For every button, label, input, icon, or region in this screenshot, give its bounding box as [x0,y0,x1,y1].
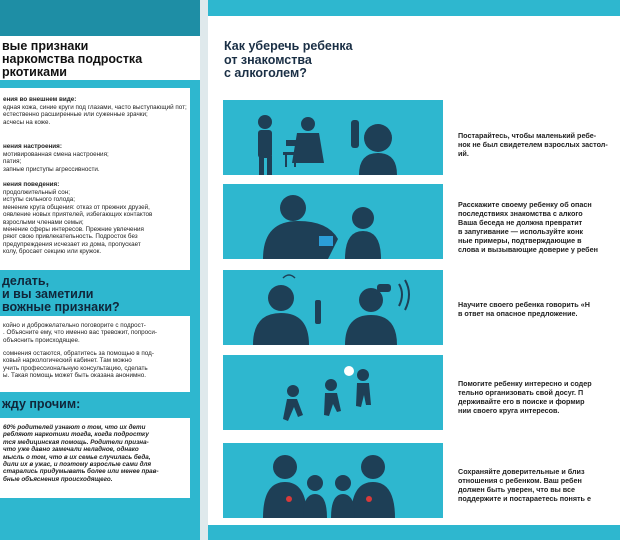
misc-text: 60% родителей узнают о том, что их дети ребляют наркотики тогда, когда подростку тся медицинская помощь. Родители призна- что уже давно замечали неладное, однако мысль о том, что в их семье случилась беда, дили их в ужас, и поэтому взрослые сами для старались придумывать более или менее прав- бные объяснения происходящего. [3,424,159,483]
right-top-band [208,0,620,16]
signs-title: вые признаки наркомства подростка ркотиками [2,39,143,79]
what-to-do-text-2: сомнения остаются, обратитесь за помощью в под- ковый наркологический кабинет. Там можно учить профессиональную консультацию, сделать ы. Такая помощь может быть оказана анонимно. [3,350,154,380]
mood-heading: нения настроения: [3,143,62,150]
illustration-family [223,443,443,518]
misc-title: жду прочим: [2,397,81,411]
advice-text-3: Научите своего ребенка говорить «Н в ответ на опасное предложение. [458,300,590,319]
behavior-text: продолжительный сон; иступы сильного голода; менение круга общения: отказ от прежних друзей, оявление новых приятелей, избегающих контактов взрослыми членами семьи; менение сферы интересов. Прежние увлечения ряют свою привлекательность. Подросток без предупреждения исчезает из дома, пропускает колу, бросает секцию или кружок. [3,189,153,256]
alcohol-title: Как уберечь ребенка от знакомства с алкоголем? [224,39,353,80]
illustration-kids-playing [223,355,443,430]
advice-text-2: Расскажите своему ребенку об опасн последствиях знакомства с алкого Ваша беседа не должна превратит в запугивание — используйте конк ные примеры, подтверждающие в слова и вызывающие доверие у ребен [458,200,598,255]
illustration-adults-drinking [223,100,443,175]
behavior-heading: нения поведения: [3,181,60,188]
illustration-refusal [223,270,443,345]
appearance-text: едная кожа, синие круги под глазами, часто выступающий пот; естественно расширенные или суженные зрачки; асчесы на коже. [3,104,187,126]
what-to-do-title: делать, и вы заметили вожные признаки? [2,274,120,314]
appearance-heading: ения во внешнем виде: [3,96,77,103]
right-bottom-band [208,525,620,540]
illustration-parent-talk [223,184,443,259]
left-top-band [0,0,200,36]
mood-text: мотивированная смена настроения; патия; запные приступы агрессивности. [3,151,109,173]
advice-text-1: Постарайтесь, чтобы маленький ребе- нок не был свидетелем взрослых застол- ий. [458,131,608,159]
advice-text-5: Сохраняйте доверительные и близ отношения с ребенком. Ваш ребен должен быть уверен, что вы все поддержите и постараетесь понять е [458,467,591,504]
page-gutter [200,0,208,540]
what-to-do-text-1: койно и доброжелательно поговорите с подрост- . Объясните ему, что именно вас тревожит, попроси- объяснить происходящее. [3,322,157,344]
advice-text-4: Помогите ребенку интересно и содер тельно организовать свой досуг. П держивайте его в поиске и формир нии своего круга интересов. [458,379,592,416]
